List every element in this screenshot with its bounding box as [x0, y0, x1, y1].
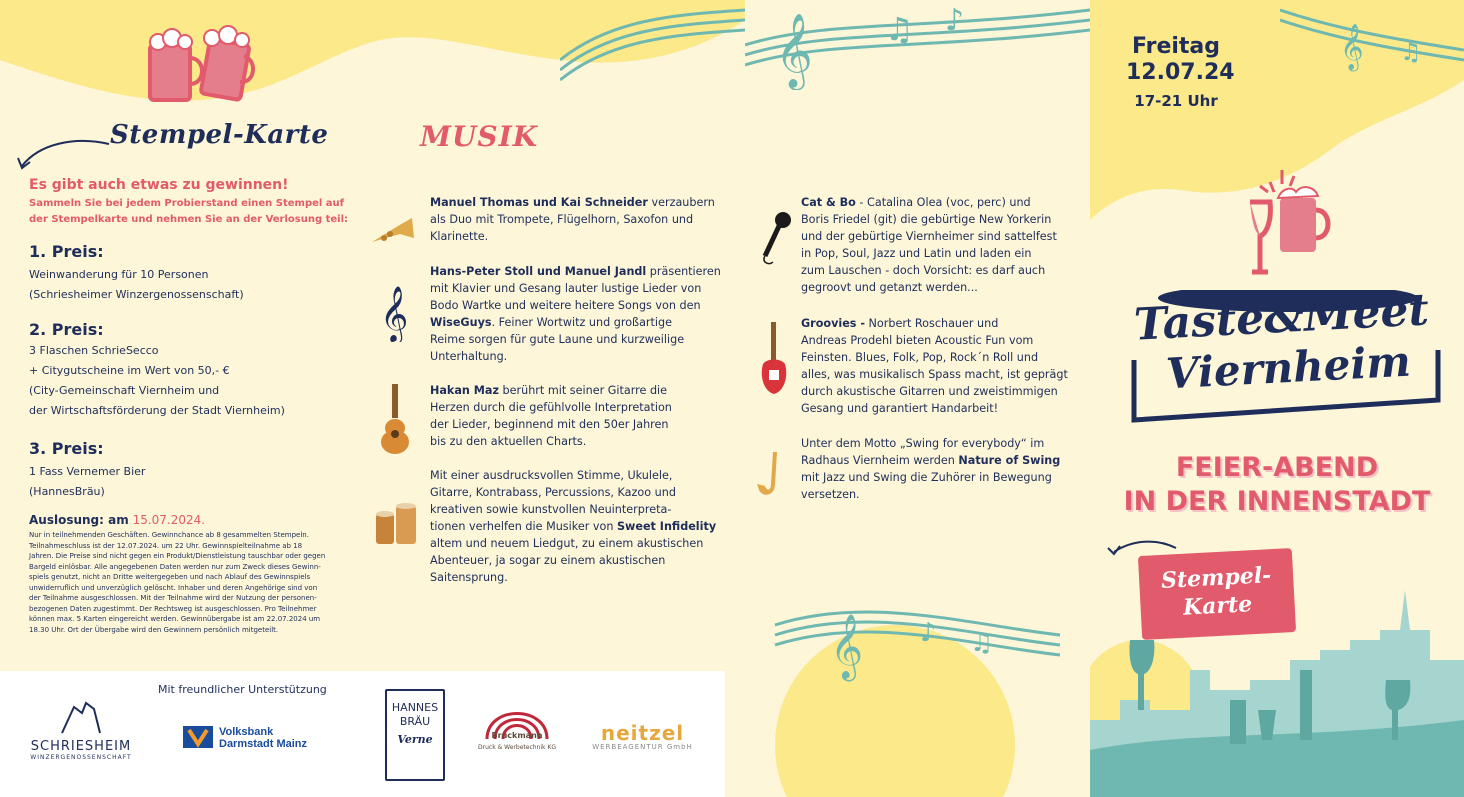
fine-print-line: unwiderruflich und unverzüglich gelöscht. Inhaber und deren Angehörige sind von	[29, 583, 318, 592]
act-line: Gesang und garantiert Handarbeit!	[801, 402, 999, 415]
act-2	[430, 263, 730, 365]
event-day: Freitag	[1131, 34, 1221, 59]
stamp-line-1: Stempel-	[1160, 562, 1272, 594]
fine-print-line: bezogenen Daten zugestimmt. Der Rechtsweg ist ausgeschlossen. Pro Teilnehmer	[29, 604, 317, 613]
prize-line: + Citygutscheine im Wert von 50,- €	[29, 364, 230, 377]
act-line: mit Klavier und Gesang lauter lustige Lieder von	[430, 282, 702, 295]
act-name: Nature of Swing	[958, 454, 1061, 467]
music-staff-decoration	[1280, 0, 1464, 80]
act-line: bis zu den aktuellen Charts.	[430, 435, 587, 448]
sponsor-name: SCHRIESHEIM	[30, 739, 132, 754]
act-name: Hakan Maz	[430, 384, 499, 397]
act-line: alles, was musikalisch Spass macht, ist geprägt	[801, 368, 1068, 381]
act-line: als Duo mit Trompete, Flügelhorn, Saxofon und	[430, 213, 694, 226]
act-line: Reime sorgen für gute Laune und kurzweilige	[430, 333, 685, 346]
sponsor-hannesbraeu[interactable]	[385, 689, 445, 781]
event-date-block	[1126, 34, 1235, 114]
sponsor-sub: Verne	[397, 733, 433, 746]
fine-print-line: Teilnahmeschluss ist der 12.07.2024. um 22 Uhr. Gewinnspielteilnahme ab 18	[29, 541, 303, 550]
sponsor-name: neitzel	[600, 721, 685, 745]
act-line: berührt mit seiner Gitarre die	[498, 384, 668, 397]
act-line: Andreas Prodehl bieten Acoustic Fun vom	[801, 334, 1034, 347]
act-line: versetzen.	[801, 488, 860, 501]
act-1	[430, 194, 730, 245]
music-staff-decoration	[745, 0, 1090, 90]
act-6	[801, 315, 1081, 417]
fine-print-line: können max. 5 Karten eingereicht werden. Gewinnübergabe ist am 22.07.2024 um	[29, 615, 321, 623]
castle-icon	[56, 699, 106, 735]
fine-print-line: Nur in teilnehmenden Geschäften. Gewinnchance ab 8 gesammelten Stempeln.	[29, 531, 309, 539]
subtitle-line-1: FEIER-ABEND	[1175, 452, 1379, 483]
prize-title: 1. Preis:	[29, 242, 104, 261]
beer-mugs-icon	[140, 20, 260, 110]
prize-line: (HannesBräu)	[29, 485, 105, 498]
sponsors-strip	[0, 671, 725, 797]
acoustic-guitar-icon	[378, 384, 412, 454]
svg-text:♫: ♫	[885, 10, 914, 48]
act-line: der Lieder, beginnend mit den 50er Jahren	[430, 418, 669, 431]
act-name: Cat & Bo	[801, 196, 856, 209]
win-line-1: Sammeln Sie bei jedem Probierstand einen Stempel auf	[29, 198, 345, 209]
svg-text:𝄞: 𝄞	[775, 14, 813, 88]
act-7	[801, 435, 1081, 503]
act-line: verzaubern	[647, 196, 715, 209]
sponsor-brueckmann[interactable]	[477, 695, 557, 751]
drums-icon	[372, 502, 422, 548]
sponsor-schriesheim[interactable]	[22, 699, 140, 761]
act-line: Feinsten. Blues, Folk, Pop, Rock´n Roll und	[801, 351, 1039, 364]
act-line: Saitensprung.	[430, 571, 508, 584]
act-line: und der gebürtige Viernheimer sind sattelfest	[801, 230, 1057, 243]
music-staff-decoration	[560, 0, 745, 90]
svg-text:𝄞: 𝄞	[380, 286, 408, 342]
musik-panel-right	[745, 0, 1090, 797]
electric-guitar-icon	[759, 322, 789, 396]
event-time: 17-21 Uhr	[1134, 92, 1218, 110]
stamp-line-2: Karte	[1182, 591, 1253, 621]
toast-glasses-icon	[1230, 162, 1340, 282]
sponsor-name: Brückmann	[491, 731, 543, 740]
saxophone-icon	[753, 450, 793, 502]
win-title: Es gibt auch etwas zu gewinnen!	[29, 177, 289, 193]
sponsor-name: HANNES BRÄU	[391, 701, 439, 728]
act-line: Klarinette.	[430, 230, 489, 243]
svg-text:♫: ♫	[1400, 38, 1422, 66]
svg-text:𝄞: 𝄞	[1340, 24, 1364, 70]
act-name: Sweet Infidelity	[616, 520, 717, 533]
act-line: zum Lauschen - doch Vorsicht: es darf auch	[801, 264, 1046, 277]
act-line: gegroovt und getanzt werden...	[801, 281, 978, 294]
act-line: mit Jazz und Swing die Zuhörer in Bewegung	[801, 471, 1052, 484]
subtitle-line-2: IN DER INNENSTADT	[1123, 486, 1431, 517]
sponsor-name: Volksbank	[219, 726, 274, 738]
prize-2	[29, 320, 359, 421]
act-line: Norbert Roschauer und	[864, 317, 999, 330]
fine-print	[29, 530, 349, 635]
prize-line: der Wirtschaftsförderung der Stadt Viernheim)	[29, 404, 285, 417]
volksbank-logo-icon	[183, 726, 213, 748]
draw-date: 15.07.2024.	[132, 513, 206, 527]
act-line: in Pop, Soul, Jazz und Latin und laden ein	[801, 247, 1032, 260]
act-3	[430, 382, 730, 450]
svg-text:𝄞: 𝄞	[830, 614, 864, 679]
svg-text:♫: ♫	[970, 628, 994, 658]
sponsors-heading: Mit freundlicher Unterstützung	[158, 683, 327, 696]
act-name: Hans-Peter Stoll und Manuel Jandl	[430, 265, 647, 278]
prize-line: (City-Gemeinschaft Viernheim und	[29, 384, 220, 397]
curved-arrow-icon	[14, 136, 114, 176]
prize-1	[29, 242, 359, 305]
act-line: Gitarre, Kontrabass, Percussions, Kazoo und	[430, 486, 676, 499]
fine-print-line: 18.30 Uhr. Ort der Übergabe wird den Gewinnern persönlich mitgeteilt.	[29, 625, 279, 634]
act-name: Manuel Thomas und Kai Schneider	[430, 196, 648, 209]
prize-line: 1 Fass Vernemer Bier	[29, 465, 146, 478]
fine-print-line: der Teilnahme ausgeschlossen. Mit der Teilnahme wird der Nutzung der personen-	[29, 594, 317, 602]
sponsor-sub: Druck & Werbetechnik KG	[478, 744, 556, 751]
music-staff-decoration	[770, 585, 1070, 705]
win-line-2: der Stempelkarte und nehmen Sie an der Verlosung teil:	[29, 214, 349, 225]
cover-panel	[1090, 0, 1464, 797]
trumpet-icon	[368, 208, 418, 248]
event-date: 12.07.24	[1126, 60, 1235, 85]
prize-line: Weinwanderung für 10 Personen	[29, 268, 209, 281]
act-line: Radhaus Viernheim werden	[801, 454, 959, 467]
svg-text:♪: ♪	[920, 618, 937, 648]
prize-title: 2. Preis:	[29, 320, 104, 339]
musik-heading: MUSIK	[420, 120, 539, 153]
act-5	[801, 194, 1081, 296]
microphone-icon	[759, 210, 795, 266]
act-line: - Catalina Olea (voc, perc) und	[855, 196, 1031, 209]
prize-title: 3. Preis:	[29, 439, 104, 458]
sponsor-sub: Darmstadt Mainz	[219, 738, 308, 750]
treble-clef-icon	[378, 282, 408, 342]
act-line: Bodo Wartke und weitere heitere Songs von den	[430, 299, 701, 312]
logo-line-1: Taste&Meet	[1132, 284, 1430, 351]
act-line: Unterhaltung.	[430, 350, 508, 363]
sponsor-neitzel[interactable]	[580, 723, 705, 751]
act-name: Groovies -	[801, 317, 865, 330]
stempel-card-badge	[1138, 548, 1296, 640]
act-line: Boris Friedel (git) die gebürtige New Yorkerin	[801, 213, 1052, 226]
act-line: Herzen durch die gefühlvolle Interpretation	[430, 401, 672, 414]
act-line: . Feiner Wortwitz und großartige	[491, 316, 673, 329]
prize-3	[29, 439, 359, 502]
act-line: tionen verhelfen die Musiker von	[430, 520, 617, 533]
act-line: Mit einer ausdrucksvollen Stimme, Ukulele,	[430, 469, 673, 482]
act-line: Unter dem Motto „Swing for everybody“ im	[801, 437, 1045, 450]
fine-print-line: spiels genutzt, nicht an Dritte weitergegeben und nach Ablauf des Gewinnspiels	[29, 573, 311, 581]
prize-line: (Schriesheimer Winzergenossenschaft)	[29, 288, 244, 301]
fine-print-line: Jahren. Die Preise sind nicht gegen ein Produkt/Dienstleistung tauschbar oder gegen	[29, 552, 326, 560]
act-line: altem und neuem Liedgut, zu einem akustischen	[430, 537, 704, 550]
act-line: kreativen sowie kunstvollen Neuinterpreta-	[430, 503, 672, 516]
act-line: durch akustische Gitarren und zweistimmigen	[801, 385, 1058, 398]
draw-label: Auslosung: am	[29, 513, 129, 527]
act-name: WiseGuys	[430, 316, 492, 329]
svg-text:♪: ♪	[945, 3, 965, 38]
act-line: präsentieren	[646, 265, 721, 278]
sponsor-sub: WERBEAGENTUR GmbH	[592, 743, 693, 751]
stempel-heading: Stempel-Karte	[110, 120, 329, 150]
prize-line: 3 Flaschen SchrieSecco	[29, 344, 159, 357]
fine-print-line: Bargeld einlösbar. Alle angegebenen Daten werden nur zum Zweck dieses Gewinn-	[29, 562, 321, 571]
act-line: Abenteuer, ja sogar zu einem akustischen	[430, 554, 666, 567]
sponsor-sub: WINZERGENOSSENSCHAFT	[30, 754, 132, 761]
logo-line-2: Viernheim	[1164, 336, 1412, 399]
act-4	[430, 467, 730, 586]
